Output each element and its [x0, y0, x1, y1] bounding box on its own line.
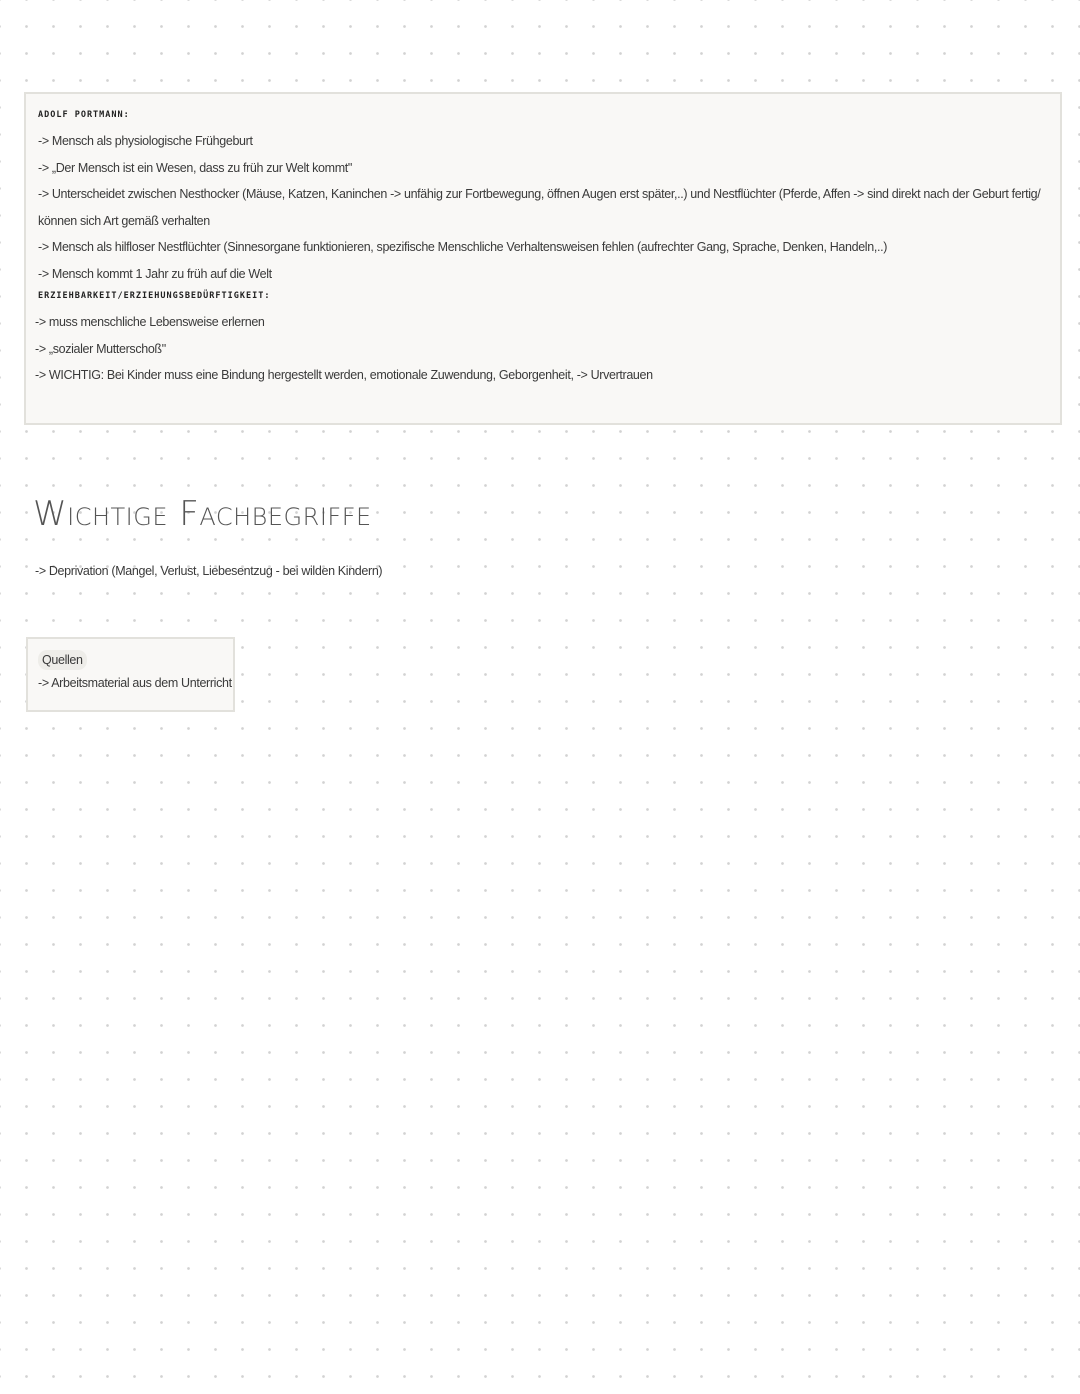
portmann-heading: ADOLF PORTMANN: [38, 110, 130, 120]
erziehbarkeit-line-3: -> WICHTIG: Bei Kinder muss eine Bindung hergestellt werden, emotionale Zuwendung, Geborgenheit, -> Urvertrauen [35, 368, 653, 382]
sources-line-1: -> Arbeitsmaterial aus dem Unterricht [38, 676, 232, 690]
portmann-line-5: -> Mensch kommt 1 Jahr zu früh auf die Welt [38, 266, 272, 281]
erziehbarkeit-heading: ERZIEHBARKEIT/ERZIEHUNGSBEDÜRFTIGKEIT: [38, 291, 271, 301]
portmann-line-3: -> Unterscheidet zwischen Nesthocker (Mäuse, Katzen, Kaninchen -> unfähig zur Fortbewegung, öffnen Augen erst später,..) und Nestflüchter (Pferde, Affen -> sind direkt nach der Geburt fertig/ können sich Art gemäß verhalten [38, 187, 1041, 228]
notes-box [24, 92, 1062, 425]
section-title: Wichtige Fachbegriffe [33, 494, 372, 534]
sources-box [26, 637, 235, 712]
erziehbarkeit-line-1: -> muss menschliche Lebensweise erlernen [35, 315, 265, 329]
portmann-line-2: -> „Der Mensch ist ein Wesen, dass zu früh zur Welt kommt" [38, 160, 352, 175]
portmann-line-1: -> Mensch als physiologische Frühgeburt [38, 134, 253, 148]
sources-label: Quellen [38, 650, 87, 670]
term-deprivation: -> Deprivation (Mangel, Verlust, Liebesentzug - bei wilden Kindern) [35, 564, 383, 578]
erziehbarkeit-line-2: -> „sozialer Mutterschoß" [35, 341, 166, 356]
portmann-line-4: -> Mensch als hilfloser Nestflüchter (Sinnesorgane funktionieren, spezifische Menschliche Verhaltensweisen fehlen (aufrechter Gang, Sprache, Denken, Handeln,..) [38, 240, 888, 254]
